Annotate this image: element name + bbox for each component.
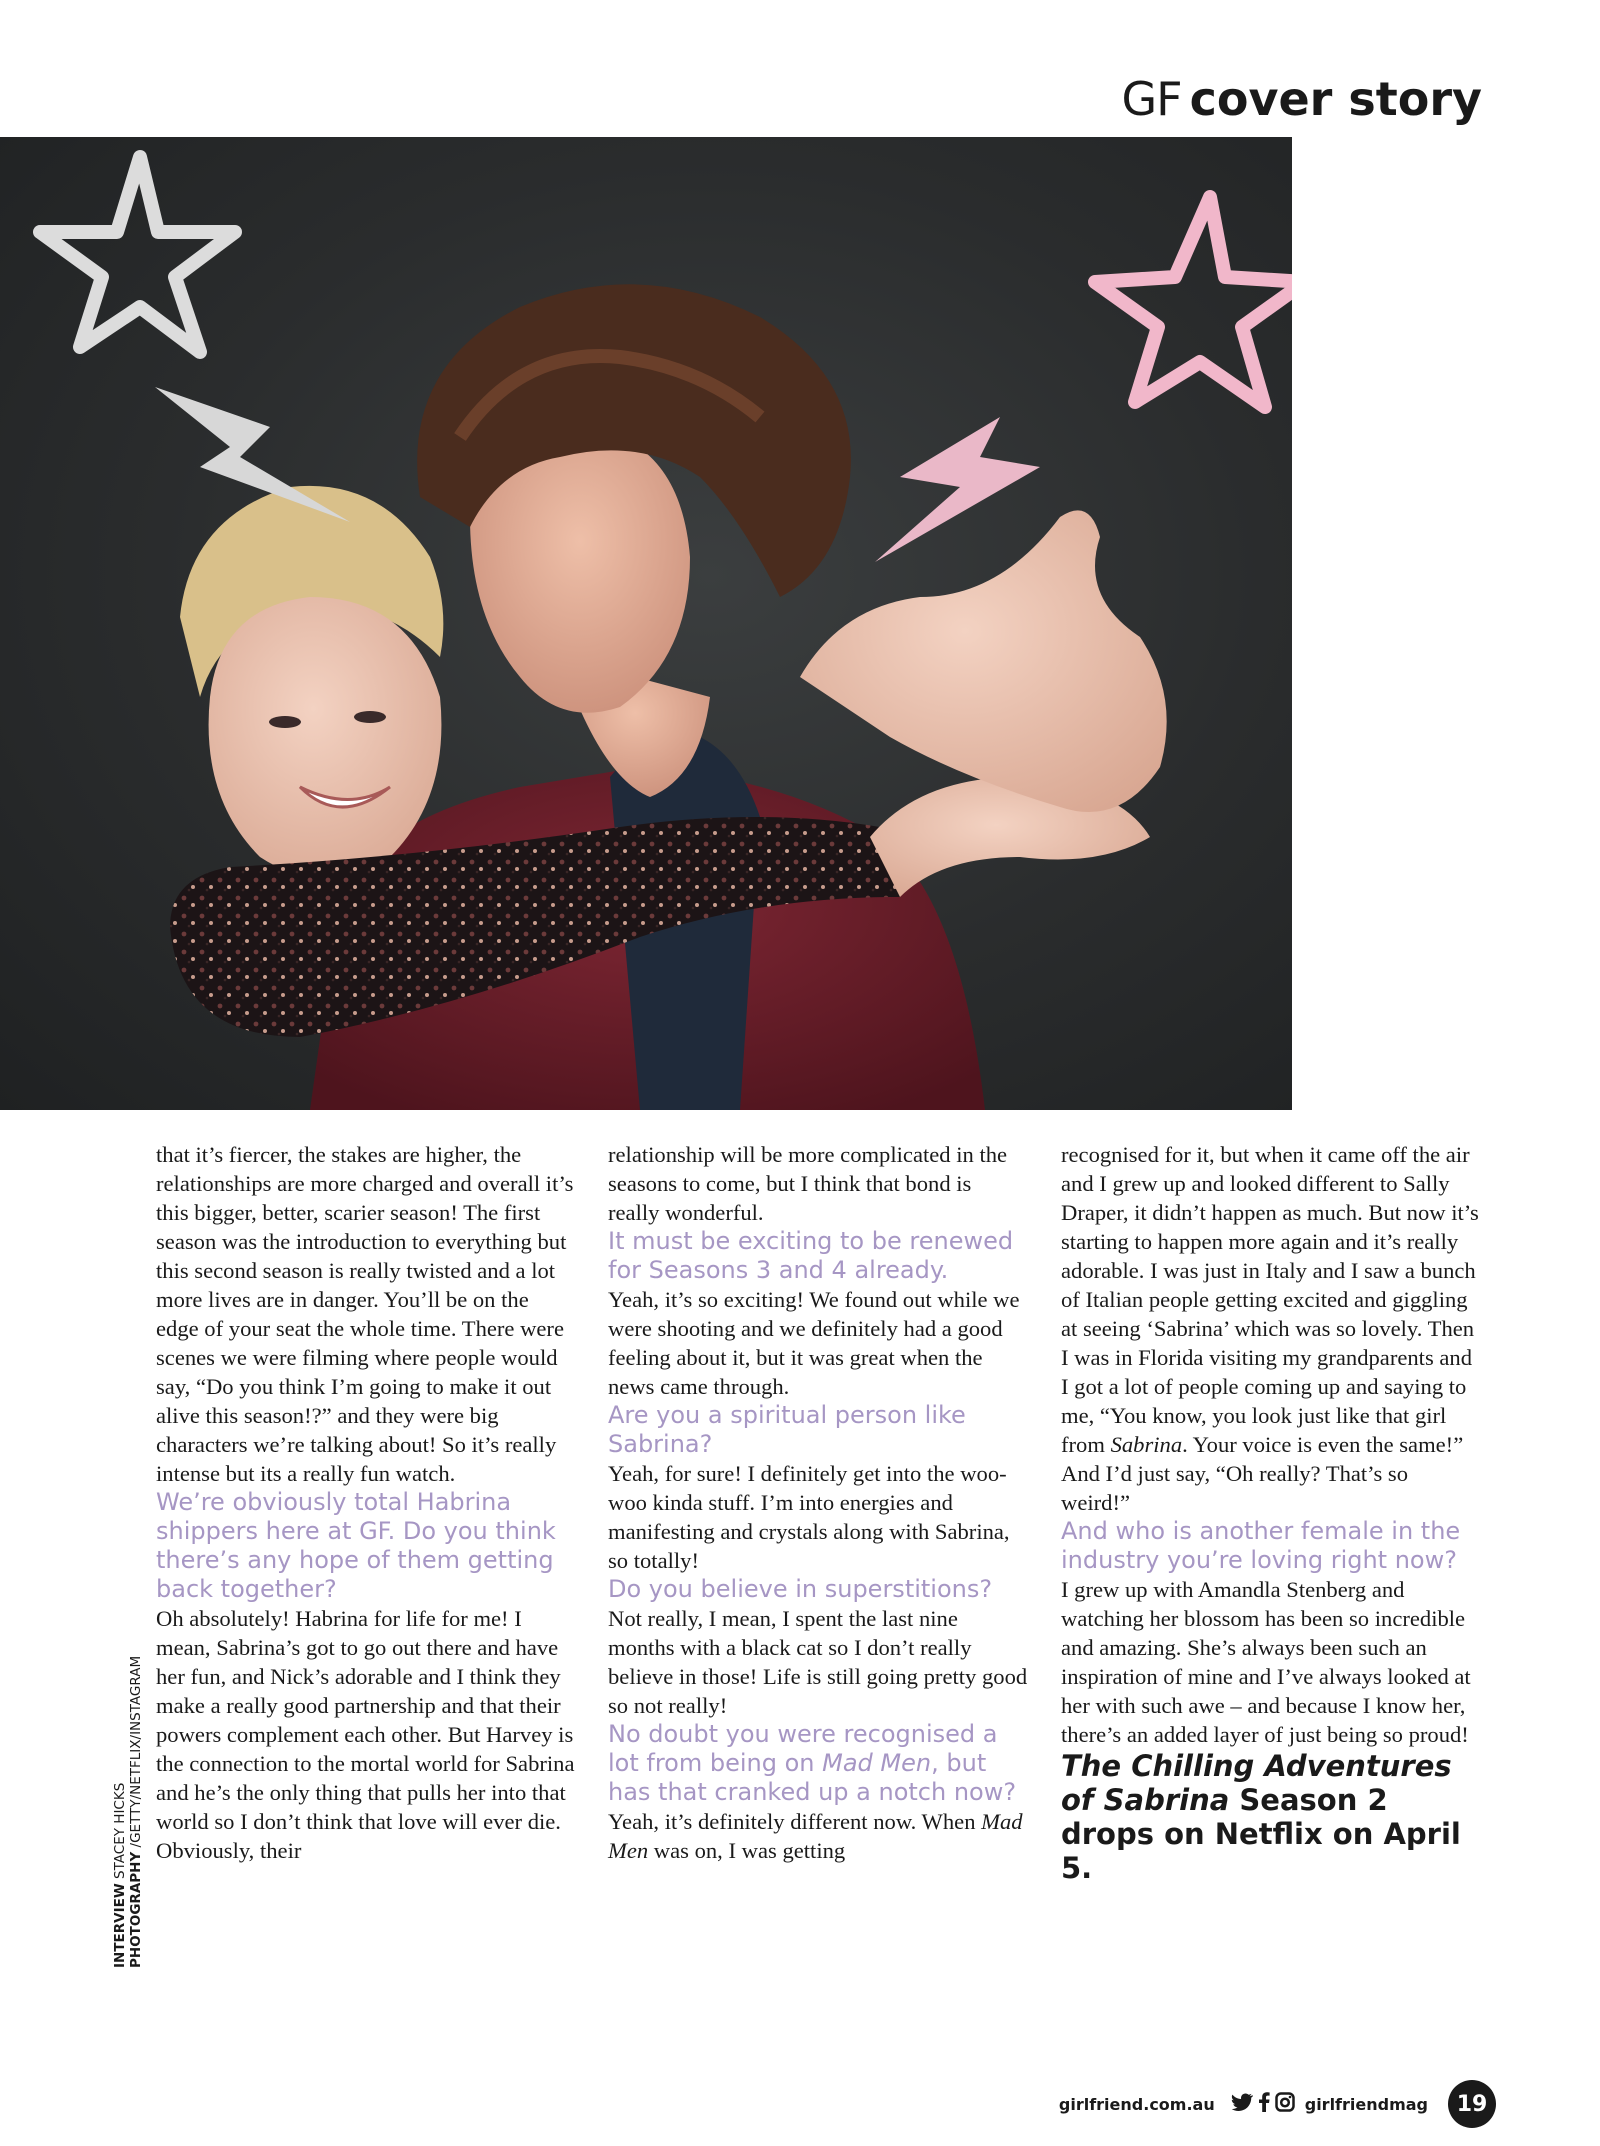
show-title: Sabrina — [1110, 1432, 1183, 1457]
article-column-3 — [1061, 1140, 1481, 1885]
facebook-icon[interactable] — [1258, 2092, 1270, 2116]
question-text: , but has that cranked up a notch now? — [608, 1749, 1017, 1806]
photo-credit — [112, 1656, 144, 1968]
cover-photo — [0, 137, 1292, 1110]
section-label: cover story — [1189, 72, 1482, 126]
instagram-icon[interactable] — [1275, 2092, 1295, 2116]
credit-interview-name: STACEY HICKS — [112, 1782, 128, 1879]
paragraph-text: . Your voice is even the same!” And I’d just say, “Oh really? That’s so weird!” — [1061, 1432, 1464, 1515]
credit-photography-label: PHOTOGRAPHY — [128, 1851, 144, 1968]
paragraph-text: recognised for it, but when it came off the air and I grew up and looked different to Sally Draper, it didn’t happen as much. But now it’s starting to happen more again and it’s really adorable. I was just in Italy and I saw a bunch of Italian people getting excited and giggling at seeing ‘Sabrina’ which was so lovely. Then I was in Florida visiting my grandparents and I got a lot of people coming up and saying to me, “You know, you look just like that girl from — [1061, 1142, 1479, 1457]
pink-shooting-star-icon — [1095, 197, 1292, 407]
show-title: Mad Men — [822, 1749, 932, 1777]
interview-question: Are you a spiritual person like Sabrina? — [608, 1401, 966, 1458]
article-column-1 — [156, 1140, 576, 1865]
paragraph — [1061, 1140, 1481, 1517]
article-column-2 — [608, 1140, 1028, 1865]
twitter-icon[interactable] — [1231, 2093, 1253, 2115]
credit-interview-label: INTERVIEW — [112, 1883, 128, 1968]
interview-question: And who is another female in the industry you’re loving right now? — [1061, 1517, 1461, 1574]
page-footer — [1059, 2080, 1496, 2128]
page-number: 19 — [1448, 2080, 1496, 2128]
interview-answer: Not really, I mean, I spent the last nine months with a black cat so I don’t really believe in those! Life is still going pretty good so not really! — [608, 1606, 1028, 1718]
show-title: Mad Men — [608, 1809, 1023, 1863]
credit-photography-source: /GETTY/NETFLIX/INSTAGRAM — [128, 1655, 144, 1848]
brand-label: GF — [1121, 72, 1182, 126]
answer-text: Yeah, it’s definitely different now. When — [608, 1809, 982, 1834]
interview-question: Do you believe in superstitions? — [608, 1575, 993, 1603]
question-text: No doubt you were recognised a lot from being on — [608, 1720, 998, 1777]
photo-illustration — [0, 137, 1292, 1110]
answer-text: was on, I was getting — [648, 1838, 846, 1863]
paragraph: that it’s fiercer, the stakes are higher, the relationships are more charged and overall it’s this bigger, better, scarier season! The first season was the introduction to everything but this second season is really twisted and a lot more lives are in danger. You’ll be on the edge of your seat the whole time. There were scenes we were filming where people would say, “Do you think I’m going to make it out alive this season!?” and they were big characters we’re talking about! So it’s really intense but its a really fun watch. — [156, 1142, 574, 1486]
closing-note — [1061, 1749, 1481, 1885]
interview-answer: Oh absolutely! Habrina for life for me! I mean, Sabrina’s got to go out there and have her fun, and Nick’s adorable and I think they make a really good partnership and that their powers complement each other. But Harvey is the connection to the mortal world for Sabrina and he’s the only thing that pulls her into that world so I don’t think that love will ever die. Obviously, their — [156, 1606, 575, 1863]
interview-answer: I grew up with Amandla Stenberg and watching her blossom has been so incredible and amazing. She’s always been such an inspiration of mine and I’ve always looked at her with such awe – and because I know her, there’s an added layer of just being so proud! — [1061, 1577, 1471, 1747]
interview-question: It must be exciting to be renewed for Seasons 3 and 4 already. — [608, 1227, 1014, 1284]
interview-question: We’re obviously total Habrina shippers here at GF. Do you think there’s any hope of them getting back together? — [156, 1488, 556, 1603]
paragraph: relationship will be more complicated in the seasons to come, but I think that bond is really wonderful. — [608, 1142, 1008, 1225]
interview-answer: Yeah, it’s so exciting! We found out while we were shooting and we definitely had a good feeling about it, but it was great when the news came through. — [608, 1287, 1020, 1399]
interview-question — [608, 1720, 1028, 1807]
section-header — [1121, 72, 1482, 126]
pink-star-trail — [875, 417, 1040, 562]
closing-text: Season 2 drops on Netflix on April 5. — [1061, 1783, 1461, 1885]
interview-answer — [608, 1807, 1028, 1865]
show-title: The Chilling Adventures of Sabrina — [1061, 1749, 1452, 1817]
interview-answer: Yeah, for sure! I definitely get into the woo-woo kinda stuff. I’m into energies and manifesting and crystals along with Sabrina, so totally! — [608, 1461, 1010, 1573]
silver-shooting-star-icon — [40, 157, 235, 352]
website-link[interactable]: girlfriend.com.au — [1058, 2094, 1215, 2114]
social-handle[interactable]: girlfriendmag — [1304, 2094, 1428, 2114]
social-icons — [1231, 2092, 1295, 2116]
